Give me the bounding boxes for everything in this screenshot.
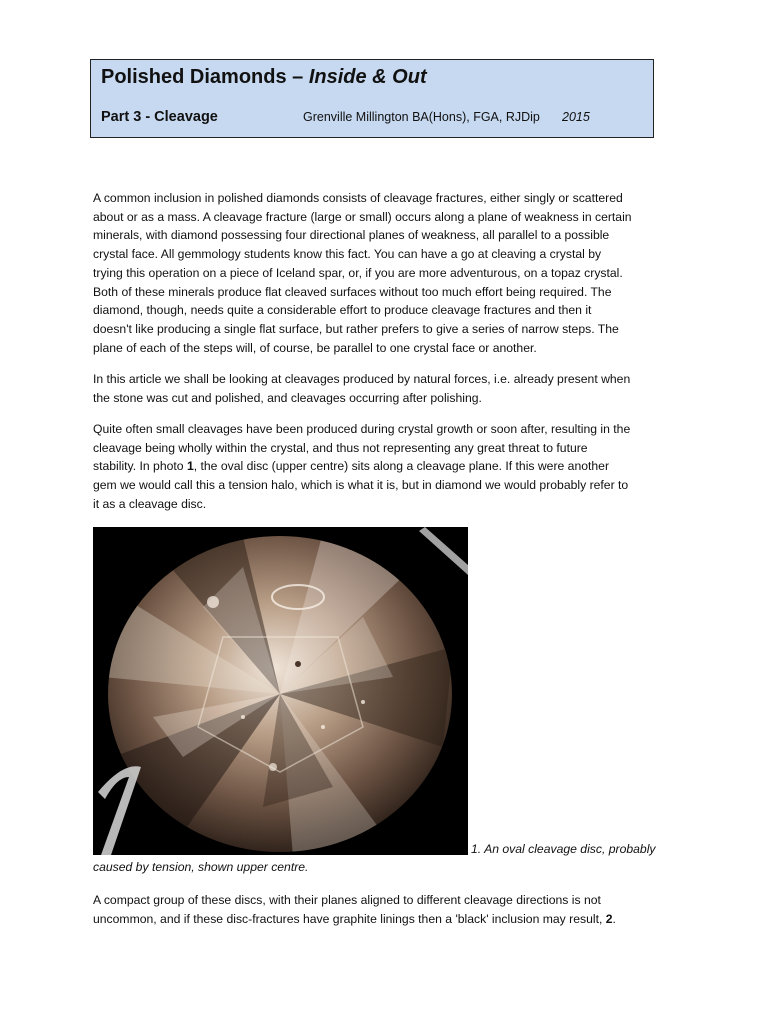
text-run: . (612, 911, 616, 926)
photo-caption-line-2: caused by tension, shown upper centre. (93, 860, 309, 874)
paragraph-2 (93, 370, 677, 407)
paragraph-4 (93, 891, 677, 928)
paragraph-line: diamond, though, needs quite a considerable effort to produce cleavage fractures and then it (93, 303, 592, 318)
photo-reference-2: 2 (605, 911, 613, 926)
article-header-box (90, 59, 654, 138)
paragraph-line: about or as a mass. A cleavage fracture (large or small) occurs along a plane of weakness in certain (93, 209, 632, 224)
paragraph-line: plane of each of the steps will, of course, be parallel to one crystal face or another. (93, 340, 537, 355)
author-credit: Grenville Millington BA(Hons), FGA, RJDip (303, 110, 540, 124)
article-title-main: Polished Diamonds – (101, 66, 309, 88)
paragraph-line: crystal face. All gemmology students know this fact. You can have a go at cleaving a crystal by (93, 247, 602, 262)
publication-year: 2015 (562, 110, 590, 124)
article-title (101, 66, 427, 89)
paragraph-line: Quite often small cleavages have been produced during crystal growth or soon after, resulting in the (93, 422, 631, 436)
paragraph-3 (93, 420, 677, 514)
paragraph-line: A compact group of these discs, with their planes aligned to different cleavage directions is not (93, 893, 601, 907)
paragraph-line: minerals, with diamond possessing four directional planes of weakness, all parallel to a possible (93, 228, 610, 243)
paragraph-line: gem we would call this a tension halo, which is what it is, but in diamond we would probably refer to (93, 478, 629, 493)
photo-caption-line-1: 1. An oval cleavage disc, probably (471, 842, 656, 856)
paragraph-line: cleavage being wholly within the crystal, and thus not representing any great threat to future (93, 440, 588, 455)
paragraph-line: Both of these minerals produce flat cleaved surfaces without too much effort being required. The (93, 284, 612, 299)
paragraph-line: A common inclusion in polished diamonds consists of cleavage fractures, either singly or scattered (93, 191, 623, 205)
paragraph-line (93, 910, 677, 929)
paragraph-line: doesn't like producing a single flat surface, but rather prefers to give a series of narrow steps. The (93, 321, 619, 336)
paragraph-line: trying this operation on a piece of Iceland spar, or, if you are more adventurous, on a topaz crystal. (93, 265, 623, 280)
diamond-photo (93, 527, 468, 855)
diamond-photo-illustration (93, 527, 468, 855)
paragraph-line: the stone was cut and polished, and cleavages occurring after polishing. (93, 390, 482, 405)
paragraph-1 (93, 189, 677, 357)
paragraph-line: In this article we shall be looking at cleavages produced by natural forces, i.e. already present when (93, 372, 631, 386)
text-run: uncommon, and if these disc-fractures have graphite linings then a 'black' inclusion may result, (93, 911, 606, 926)
photo-reference-1: 1 (186, 459, 194, 474)
paragraph-line (93, 457, 677, 476)
part-label: Part 3 - Cleavage (101, 109, 218, 125)
article-title-italic: Inside & Out (308, 66, 427, 88)
paragraph-line: it as a cleavage disc. (93, 496, 207, 511)
text-run: stability. In photo (93, 459, 187, 474)
text-run: , the oval disc (upper centre) sits along a cleavage plane. If this were another (193, 459, 610, 474)
